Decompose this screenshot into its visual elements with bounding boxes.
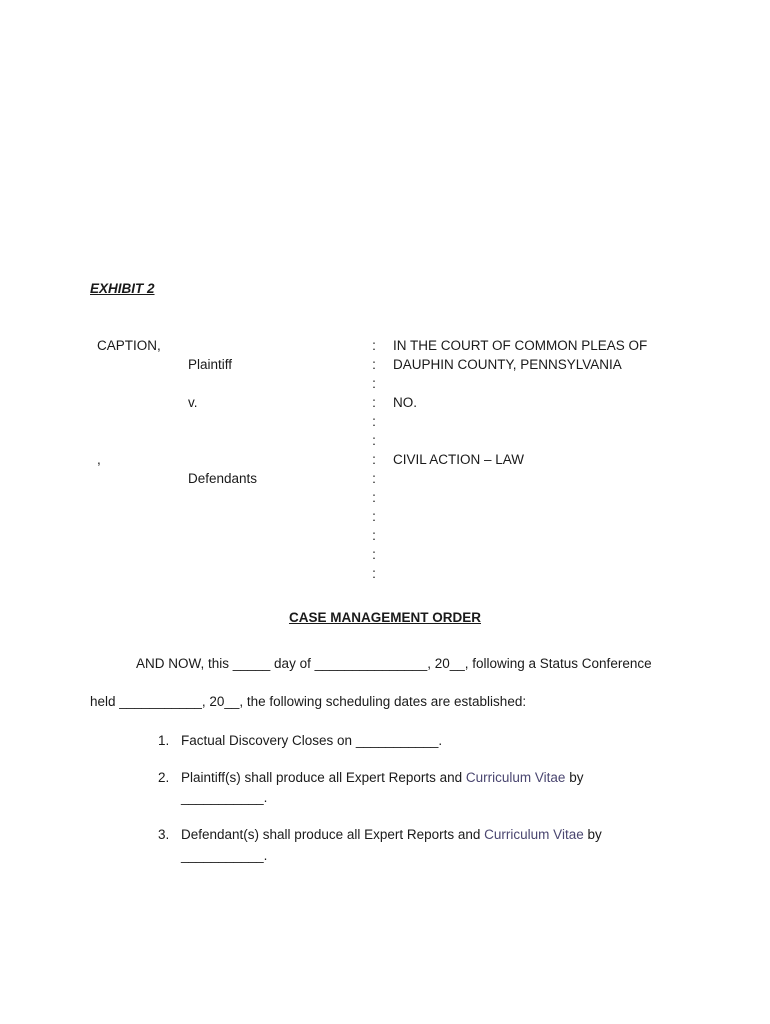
caption-colon: : bbox=[372, 566, 376, 581]
caption-colon: : bbox=[372, 357, 376, 372]
caption-colon: : bbox=[372, 490, 376, 505]
list-item-blank: ___________. bbox=[181, 848, 268, 863]
list-item-text-part: Defendant(s) shall produce all Expert Reports and bbox=[181, 827, 485, 842]
list-item-number: 3. bbox=[158, 827, 170, 842]
list-item-number: 1. bbox=[158, 733, 170, 748]
list-item-text-part: by bbox=[583, 827, 602, 842]
order-intro-line2: held ___________, 20__, the following scheduling dates are established: bbox=[90, 694, 527, 709]
case-number-label: NO. bbox=[393, 395, 418, 410]
list-item-text-part: by bbox=[565, 770, 584, 785]
list-item-blank: ___________. bbox=[181, 790, 268, 805]
order-intro-line1: AND NOW, this _____ day of _______________, 20__, following a Status Conference bbox=[136, 656, 652, 671]
list-item-number: 2. bbox=[158, 770, 170, 785]
defendants-label: Defendants bbox=[188, 471, 258, 486]
caption-colon: : bbox=[372, 547, 376, 562]
order-title: CASE MANAGEMENT ORDER bbox=[288, 610, 481, 625]
caption-colon: : bbox=[372, 414, 376, 429]
caption-colon: : bbox=[372, 395, 376, 410]
curriculum-vitae-term: Curriculum Vitae bbox=[465, 770, 566, 785]
caption-colon: : bbox=[372, 376, 376, 391]
caption-label: CAPTION, bbox=[97, 338, 161, 353]
caption-colon: : bbox=[372, 452, 376, 467]
caption-colon: : bbox=[372, 433, 376, 448]
list-item-text-part: Plaintiff(s) shall produce all Expert Reports and bbox=[181, 770, 466, 785]
caption-colon: : bbox=[372, 471, 376, 486]
caption-colon: : bbox=[372, 338, 376, 353]
curriculum-vitae-term: Curriculum Vitae bbox=[484, 827, 584, 842]
court-name-line1: IN THE COURT OF COMMON PLEAS OF bbox=[393, 338, 648, 353]
caption-colon: : bbox=[372, 509, 376, 524]
versus-label: v. bbox=[188, 395, 198, 410]
plaintiff-label: Plaintiff bbox=[188, 357, 233, 372]
court-name-line2: DAUPHIN COUNTY, PENNSYLVANIA bbox=[393, 357, 622, 372]
list-item-text bbox=[181, 827, 602, 843]
action-type: CIVIL ACTION – LAW bbox=[393, 452, 525, 467]
defendant-name: , bbox=[97, 452, 101, 467]
list-item-text: Factual Discovery Closes on ___________. bbox=[181, 733, 443, 748]
caption-colon: : bbox=[372, 528, 376, 543]
exhibit-label: EXHIBIT 2 bbox=[90, 281, 155, 296]
list-item-text bbox=[181, 770, 583, 786]
